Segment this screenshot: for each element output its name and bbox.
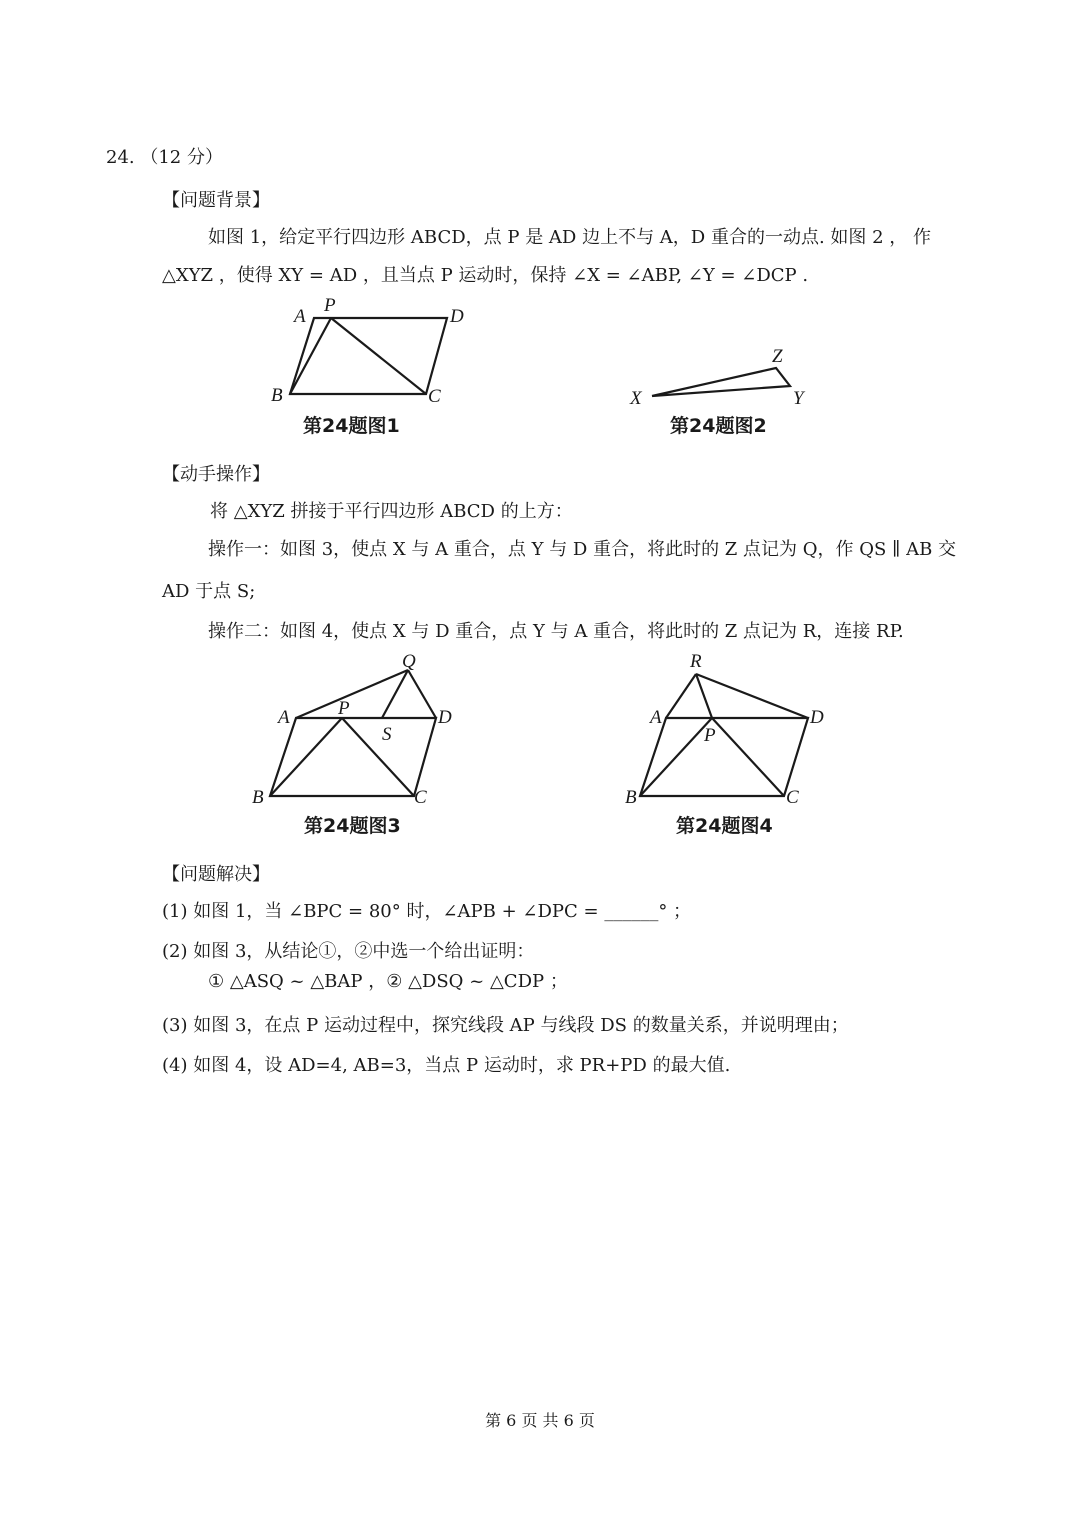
- page-footer: 第 6 页 共 6 页: [485, 1411, 595, 1430]
- fig4-segment-pc: [712, 718, 784, 796]
- fig4-segment-ar: [666, 674, 696, 718]
- fig2-label-y: Y: [793, 388, 804, 409]
- fig4-segment-rp: [696, 674, 712, 718]
- fig1-label-a: A: [294, 306, 306, 327]
- operation-line-2: 操作一：如图 3，使点 X 与 A 重合，点 Y 与 D 重合，将此时的 Z 点记为 Q，作 QS ∥ AB 交: [208, 539, 957, 560]
- fig4-label-r: R: [690, 651, 702, 672]
- fig1-caption: 第24题图1: [303, 415, 400, 437]
- fig4-segment-bp: [640, 718, 712, 796]
- fig4-segment-rd: [696, 674, 808, 718]
- fig2-label-z: Z: [772, 346, 783, 367]
- background-line-2: △XYZ ，使得 XY = AD ，且当点 P 运动时，保持 ∠X = ∠ABP, ∠Y = ∠DCP .: [162, 265, 809, 286]
- fig3-label-s: S: [382, 724, 392, 745]
- fig1-label-b: B: [271, 385, 283, 406]
- fig4-label-p: P: [704, 725, 716, 746]
- operation-line-4: 操作二：如图 4，使点 X 与 D 重合，点 Y 与 A 重合，将此时的 Z 点记为 R，连接 RP.: [208, 621, 904, 642]
- fig2-caption: 第24题图2: [670, 415, 767, 437]
- fig3-label-q: Q: [402, 651, 416, 672]
- section-heading-operation: 【动手操作】: [162, 464, 270, 485]
- fig1-label-d: D: [450, 306, 464, 327]
- fig3-label-d: D: [438, 707, 452, 728]
- fig3-label-c: C: [414, 787, 427, 808]
- question-1: (1) 如图 1，当 ∠BPC = 80° 时，∠APB + ∠DPC = ______° ；: [162, 901, 692, 922]
- fig1-label-p: P: [324, 295, 336, 316]
- question-2: (2) 如图 3，从结论①，②中选一个给出证明：: [162, 941, 535, 962]
- fig3-label-a: A: [278, 707, 290, 728]
- question-2-options: ① △ASQ ~ △BAP ，② △DSQ ~ △CDP ；: [208, 971, 568, 992]
- problem-number: 24. （12 分）: [106, 147, 223, 168]
- operation-line-3: AD 于点 S;: [162, 581, 256, 602]
- fig4-label-a: A: [650, 707, 662, 728]
- fig4-label-b: B: [625, 787, 637, 808]
- operation-line-1: 将 △XYZ 拼接于平行四边形 ABCD 的上方：: [210, 501, 573, 522]
- section-heading-solve: 【问题解决】: [162, 864, 270, 885]
- fig3-label-b: B: [252, 787, 264, 808]
- fig4-label-d: D: [810, 707, 824, 728]
- fig1-label-c: C: [428, 386, 441, 407]
- question-3: (3) 如图 3，在点 P 运动过程中，探究线段 AP 与线段 DS 的数量关系，并说明理由；: [162, 1015, 849, 1036]
- section-heading-background: 【问题背景】: [162, 190, 270, 211]
- question-4: (4) 如图 4，设 AD=4, AB=3，当点 P 运动时，求 PR+PD 的最大值.: [162, 1055, 731, 1076]
- background-line-1: 如图 1，给定平行四边形 ABCD，点 P 是 AD 边上不与 A，D 重合的一动点. 如图 2 ， 作: [208, 227, 932, 248]
- fig2-label-x: X: [630, 388, 642, 409]
- fig4-label-c: C: [786, 787, 799, 808]
- fig3-caption: 第24题图3: [304, 815, 401, 837]
- fig3-label-p: P: [338, 698, 350, 719]
- fig4-caption: 第24题图4: [676, 815, 773, 837]
